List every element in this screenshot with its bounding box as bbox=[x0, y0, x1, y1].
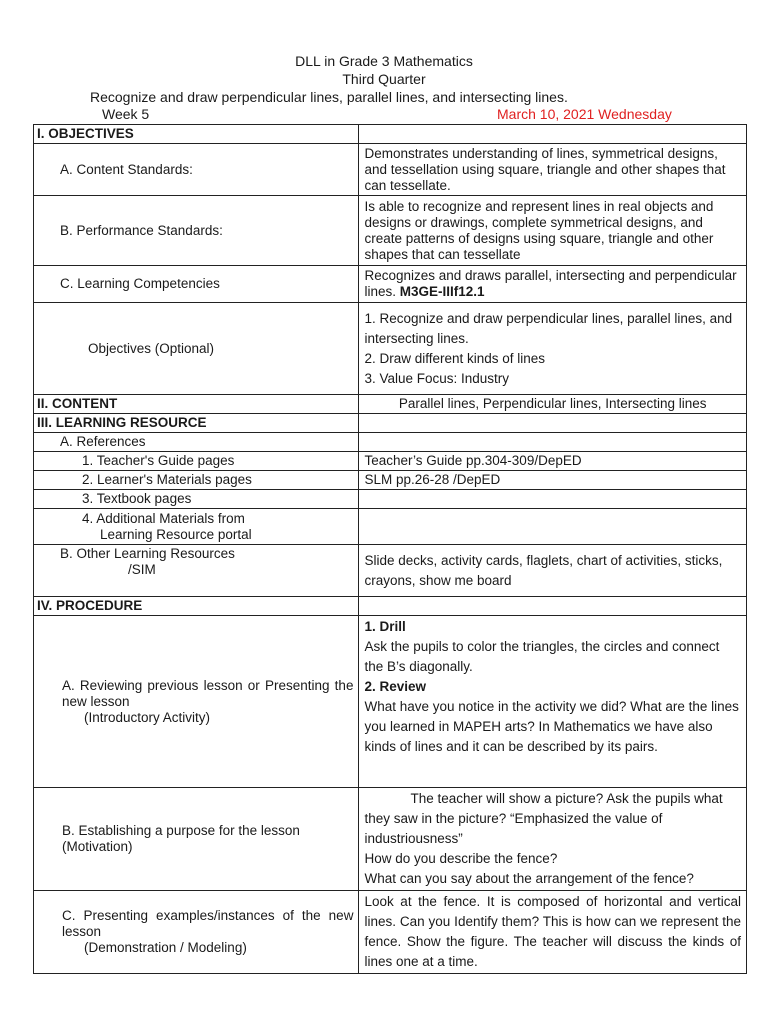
dll-table bbox=[33, 124, 747, 974]
other-resources-label-cont: /SIM bbox=[128, 562, 156, 577]
competencies-text: Recognizes and draws parallel, intersecting and perpendicular lines. bbox=[364, 268, 737, 299]
procedure-heading: IV. PROCEDURE bbox=[34, 597, 359, 616]
review-title: 2. Review bbox=[364, 679, 426, 694]
other-resources-label: B. Other Learning Resources bbox=[60, 546, 235, 561]
textbook-label: 3. Textbook pages bbox=[34, 490, 359, 509]
procedure-c-label-cell bbox=[34, 891, 359, 974]
drill-text: Ask the pupils to color the triangles, the circles and connect the B’s diagonally. bbox=[364, 639, 720, 674]
objectives-heading: I. OBJECTIVES bbox=[34, 125, 359, 144]
learners-materials-label: 2. Learner's Materials pages bbox=[34, 471, 359, 490]
drill-title: 1. Drill bbox=[364, 619, 406, 634]
optional-objective-item: 2. Draw different kinds of lines bbox=[364, 350, 546, 366]
additional-materials-cell bbox=[34, 509, 359, 545]
additional-materials-label: 4. Additional Materials from bbox=[82, 510, 245, 526]
learners-materials-text: SLM pp.26-28 /DepED bbox=[359, 471, 747, 490]
procedure-b-label: B. Establishing a purpose for the lesson bbox=[62, 823, 300, 838]
motivation-text: The teacher will show a picture? Ask the pupils what they saw in the picture? “Emphasized the value of industriousness” bbox=[364, 791, 723, 846]
references-label: A. References bbox=[34, 433, 359, 452]
quarter-label: Third Quarter bbox=[342, 71, 426, 87]
motivation-question-2: What can you say about the arrangement of the fence? bbox=[364, 871, 694, 886]
motivation-question-1: How do you describe the fence? bbox=[364, 851, 558, 866]
content-heading: II. CONTENT bbox=[34, 395, 359, 414]
competencies-label: C. Learning Competencies bbox=[34, 266, 359, 303]
teachers-guide-text: Teacher’s Guide pp.304-309/DepED bbox=[359, 452, 747, 471]
procedure-a-label: A. Reviewing previous lesson or Presenting the new lesson bbox=[62, 677, 354, 709]
review-text: What have you notice in the activity we did? What are the lines you learned in MAPEH arts? In Mathematics we have also kinds of lines and it can be described by its pairs. bbox=[364, 699, 739, 754]
week-label: Week 5 bbox=[102, 106, 150, 122]
learning-resource-heading: III. LEARNING RESOURCE bbox=[34, 414, 359, 433]
other-resources-cell bbox=[34, 545, 359, 597]
lesson-date: March 10, 2021 Wednesday bbox=[497, 106, 672, 122]
procedure-c-sublabel: (Demonstration / Modeling) bbox=[84, 940, 247, 955]
document-title: DLL in Grade 3 Mathematics bbox=[295, 53, 473, 69]
optional-objectives-label: Objectives (Optional) bbox=[34, 303, 359, 395]
content-standards-label: A. Content Standards: bbox=[34, 144, 359, 196]
competencies-cell bbox=[359, 266, 747, 303]
content-standards-text: Demonstrates understanding of lines, symmetrical designs, and tessellation using square, triangle and other shapes that can tessellate. bbox=[359, 144, 747, 196]
optional-objectives-list bbox=[359, 303, 747, 395]
optional-objective-item: 3. Value Focus: Industry bbox=[364, 370, 510, 386]
optional-objective-item: 1. Recognize and draw perpendicular lines, parallel lines, and intersecting lines. bbox=[364, 310, 733, 346]
performance-standards-label: B. Performance Standards: bbox=[34, 196, 359, 266]
procedure-b-sublabel: (Motivation) bbox=[62, 839, 133, 854]
teachers-guide-label: 1. Teacher's Guide pages bbox=[34, 452, 359, 471]
competency-code: M3GE-IIIf12.1 bbox=[399, 284, 485, 299]
lesson-topic: Recognize and draw perpendicular lines, parallel lines, and intersecting lines. bbox=[90, 89, 568, 105]
other-resources-text: Slide decks, activity cards, flaglets, chart of activities, sticks, crayons, show me board bbox=[359, 545, 747, 597]
procedure-c-label: C. Presenting examples/instances of the new lesson bbox=[62, 908, 354, 939]
procedure-c-content: Look at the fence. It is composed of horizontal and vertical lines. Can you Identify them? This is how can we represent the fence. Show the figure. The teacher will discuss the kinds of lines one at a time. bbox=[359, 891, 747, 974]
additional-materials-label-cont: Learning Resource portal bbox=[100, 526, 252, 542]
content-text: Parallel lines, Perpendicular lines, Intersecting lines bbox=[359, 395, 747, 414]
procedure-a-sublabel: (Introductory Activity) bbox=[84, 709, 211, 725]
procedure-a-content bbox=[359, 616, 747, 788]
procedure-b-content bbox=[359, 788, 747, 891]
performance-standards-text: Is able to recognize and represent lines in real objects and designs or drawings, complete symmetrical designs, and create patterns of designs using square, triangle and other shapes that can tessellate bbox=[359, 196, 747, 266]
procedure-b-label-cell bbox=[34, 788, 359, 891]
procedure-a-label-cell bbox=[34, 616, 359, 788]
